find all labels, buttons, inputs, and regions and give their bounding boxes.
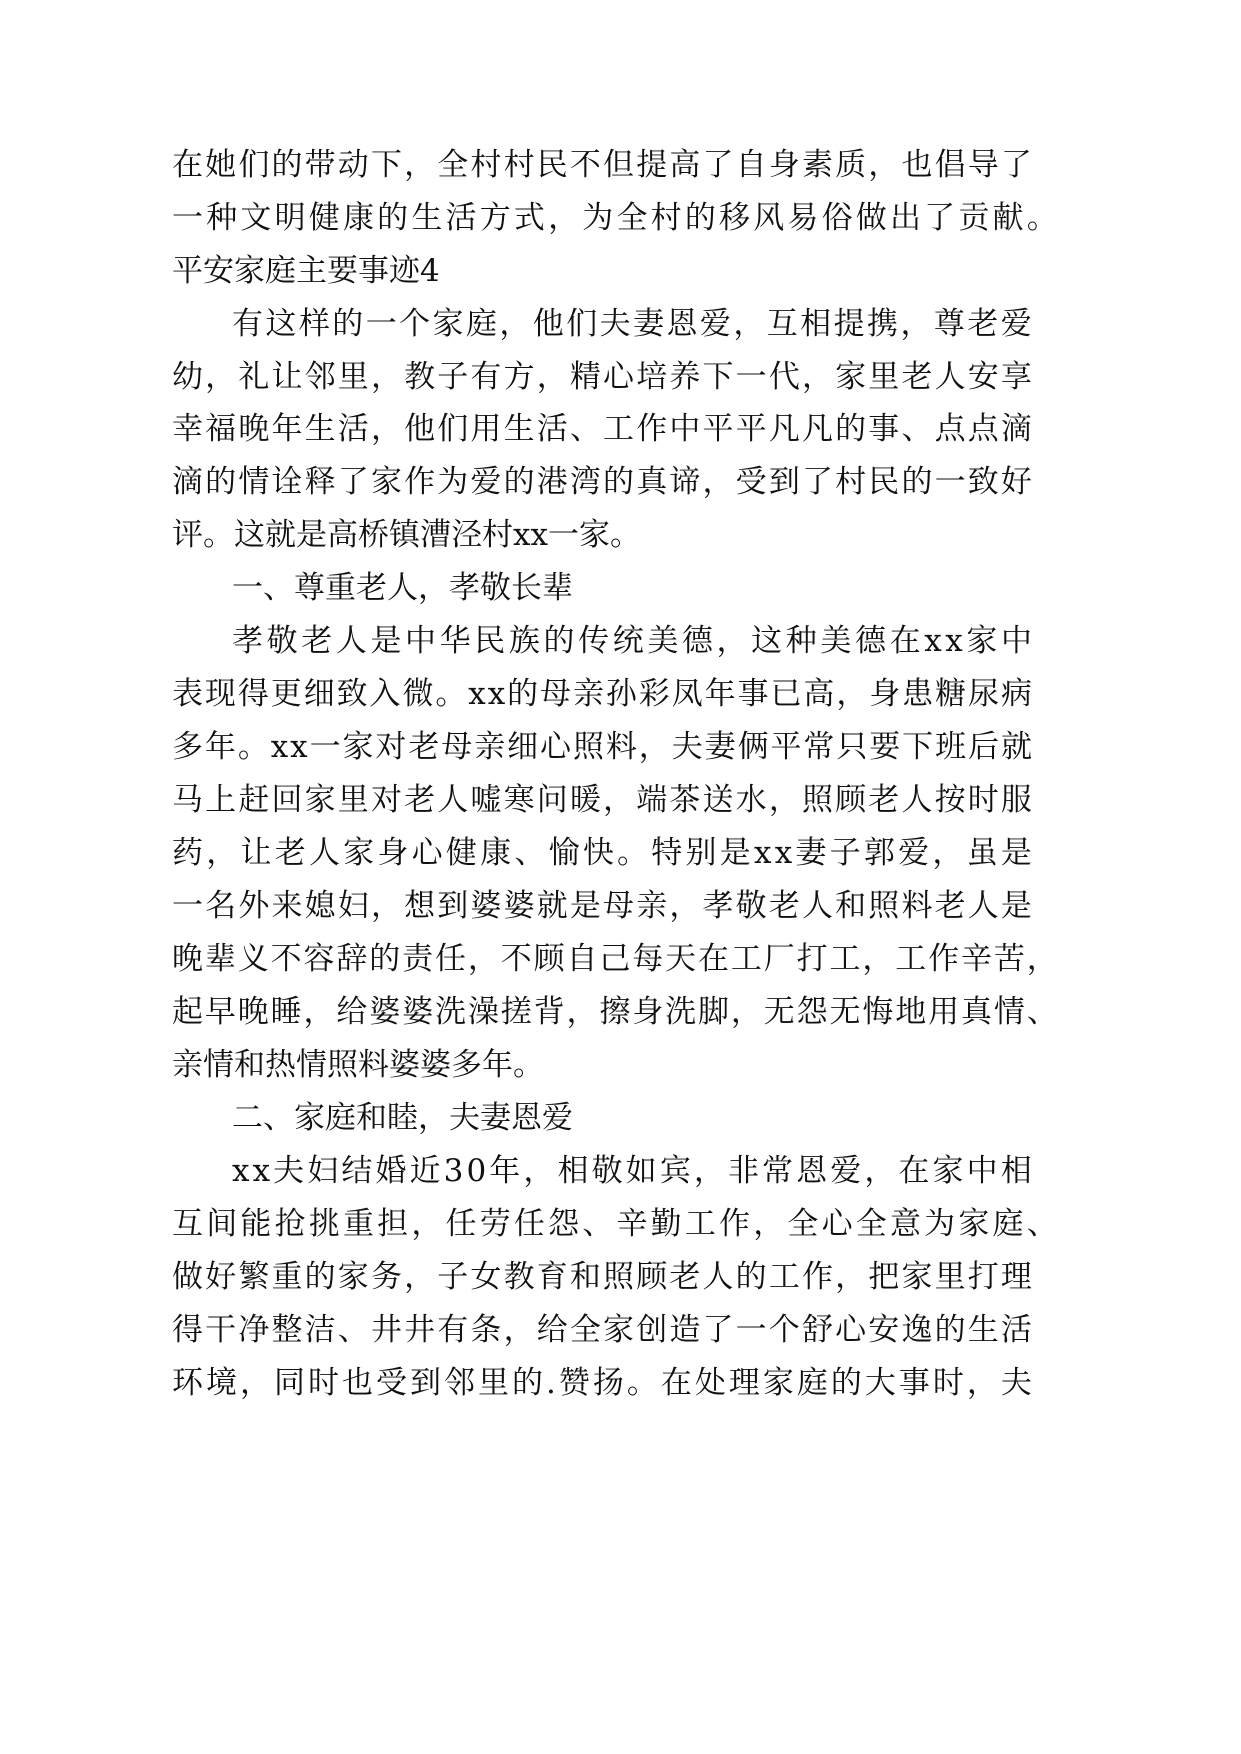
line-text: 多 年 。 x x 一 家 对 老 母 亲 细 心 照 料 ， 夫 妻 俩 平 常 只 要 下 班 后 就 [172, 729, 1032, 765]
paragraph-line [0, 296, 1241, 352]
heading-text: 平安家庭主要事迹4 [172, 253, 440, 289]
paragraph-line [0, 349, 1241, 405]
subheading-text: 一、尊重老人，孝敬长辈 [232, 570, 573, 606]
subheading-line [0, 560, 1241, 616]
line-text: 幼 ， 礼 让 邻 里 ， 教 子 有 方 ， 精 心 培 养 下 一 代 ， 家 里 老 人 安 享 [172, 359, 1032, 395]
paragraph-line [0, 1355, 1241, 1411]
line-text: 滴 的 情 诠 释 了 家 作 为 爱 的 港 湾 的 真 谛 ， 受 到 了 村 民 的 一 致 好 [172, 464, 1032, 500]
paragraph-line [0, 719, 1241, 775]
subheading-line [0, 1090, 1241, 1146]
paragraph-line [0, 931, 1241, 987]
paragraph-line [0, 878, 1241, 934]
subheading-text: 二、家庭和睦，夫妻恩爱 [232, 1100, 573, 1136]
paragraph-line [0, 137, 1241, 193]
line-text: 幸 福 晚 年 生 活 ， 他 们 用 生 活 、 工 作 中 平 平 凡 凡 的 事 、 点 点 滴 [172, 411, 1032, 447]
paragraph-line [0, 401, 1241, 457]
section-heading [0, 243, 1241, 299]
line-text: 孝 敬 老 人 是 中 华 民 族 的 传 统 美 德 ， 这 种 美 德 在 x x 家 中 [232, 623, 1032, 659]
paragraph-line [0, 1302, 1241, 1358]
line-text: 晚 辈 义 不 容 辞 的 责 任 ， 不 顾 自 己 每 天 在 工 厂 打 工 ， 工 作 辛 苦 ， [172, 941, 1058, 977]
paragraph-line [0, 1037, 1241, 1093]
paragraph-line [0, 984, 1241, 1040]
line-text: 一 种 文 明 健 康 的 生 活 方 式 ， 为 全 村 的 移 风 易 俗 做 出 了 贡 献 。 [172, 200, 1058, 236]
line-text: 评。这就是高桥镇漕泾村xx一家。 [172, 517, 641, 553]
line-text: 得 干 净 整 洁 、 井 井 有 条 ， 给 全 家 创 造 了 一 个 舒 心 安 逸 的 生 活 [172, 1312, 1032, 1348]
paragraph-line [0, 666, 1241, 722]
line-text: 表 现 得 更 细 致 入 微 。 x x 的 母 亲 孙 彩 凤 年 事 已 高 ， 身 患 糖 尿 病 [172, 676, 1032, 712]
line-text: 亲情和热情照料婆婆多年。 [172, 1047, 544, 1083]
line-text: 做 好 繁 重 的 家 务 ， 子 女 教 育 和 照 顾 老 人 的 工 作 ， 把 家 里 打 理 [172, 1259, 1032, 1295]
paragraph-line [0, 1143, 1241, 1199]
line-text: 有 这 样 的 一 个 家 庭 ， 他 们 夫 妻 恩 爱 ， 互 相 提 携 ， 尊 老 爱 [232, 306, 1032, 342]
line-text: 一 名 外 来 媳 妇 ， 想 到 婆 婆 就 是 母 亲 ， 孝 敬 老 人 和 照 料 老 人 是 [172, 888, 1032, 924]
line-text: 在 她 们 的 带 动 下 ， 全 村 村 民 不 但 提 高 了 自 身 素 质 ， 也 倡 导 了 [172, 147, 1032, 183]
line-text: 药 ， 让 老 人 家 身 心 健 康 、 愉 快 。 特 别 是 x x 妻 子 郭 爱 ， 虽 是 [172, 835, 1032, 871]
paragraph-line [0, 825, 1241, 881]
paragraph-line [0, 454, 1241, 510]
line-text: x x 夫 妇 结 婚 近 3 0 年 ， 相 敬 如 宾 ， 非 常 恩 爱 ， 在 家 中 相 [232, 1153, 1032, 1189]
paragraph-line [0, 1196, 1241, 1252]
line-text: 起 早 晚 睡 ， 给 婆 婆 洗 澡 搓 背 ， 擦 身 洗 脚 ， 无 怨 无 悔 地 用 真 情 、 [172, 994, 1058, 1030]
line-text: 互 间 能 抢 挑 重 担 ， 任 劳 任 怨 、 辛 勤 工 作 ， 全 心 全 意 为 家 庭 、 [172, 1206, 1058, 1242]
paragraph-line [0, 190, 1241, 246]
paragraph-line [0, 772, 1241, 828]
paragraph-line [0, 507, 1241, 563]
paragraph-line [0, 1249, 1241, 1305]
paragraph-line [0, 613, 1241, 669]
line-text: 马 上 赶 回 家 里 对 老 人 嘘 寒 问 暖 ， 端 茶 送 水 ， 照 顾 老 人 按 时 服 [172, 782, 1032, 818]
line-text: 环 境 ， 同 时 也 受 到 邻 里 的 . 赞 扬 。 在 处 理 家 庭 的 大 事 时 ， 夫 [172, 1365, 1032, 1401]
